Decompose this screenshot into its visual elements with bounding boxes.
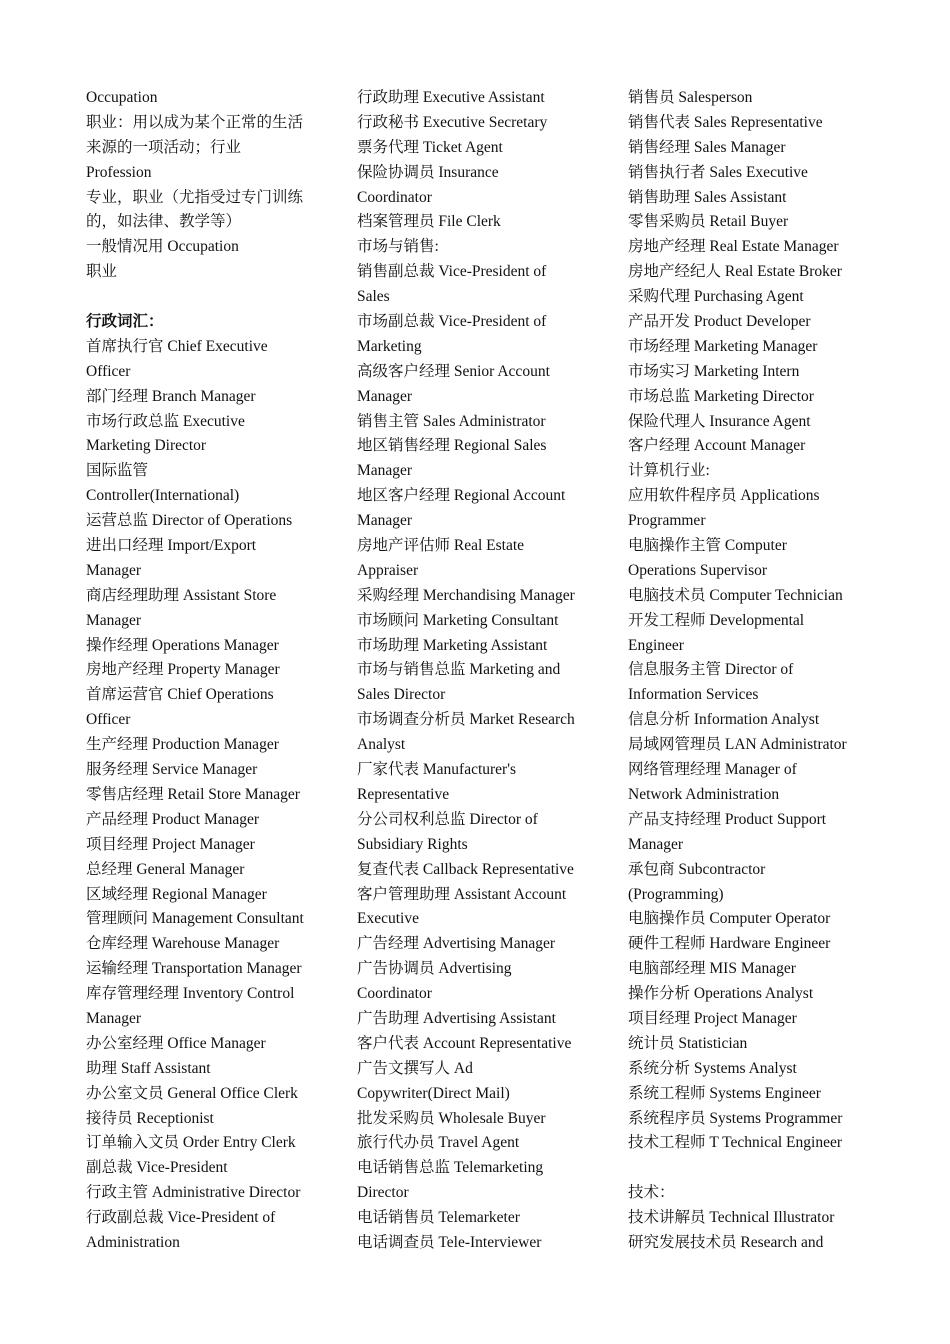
text-line: 市场调查分析员 Market Research: [357, 711, 575, 729]
text-line: 首席运营官 Chief Operations: [86, 686, 274, 704]
text-line: Network Administration: [628, 785, 780, 803]
text-line: 市场副总裁 Vice-President of: [357, 313, 547, 331]
text-line: Controller(International): [86, 487, 240, 505]
text-line: Manager: [86, 611, 142, 629]
text-line: 市场与销售总监 Marketing and: [357, 661, 561, 679]
text-line: 服务经理 Service Manager: [86, 761, 258, 779]
text-line: 地区客户经理 Regional Account: [357, 487, 566, 505]
text-line: 系统程序员 Systems Programmer: [628, 1109, 843, 1127]
text-line: 销售经理 Sales Manager: [628, 138, 786, 156]
text-line: 生产经理 Production Manager: [86, 736, 279, 754]
text-line: 研究发展技术员 Research and: [628, 1233, 824, 1251]
text-line: 商店经理助理 Assistant Store: [86, 586, 277, 604]
text-line: 网络管理经理 Manager of: [628, 761, 797, 779]
text-line: 行政助理 Executive Assistant: [357, 89, 545, 106]
text-line: (Programming): [628, 885, 724, 903]
text-line: 专业，职业（尤指受过专门训练: [86, 188, 304, 206]
text-line: 操作经理 Operations Manager: [86, 636, 279, 654]
text-line: Engineer: [628, 636, 684, 654]
text-line: 运输经理 Transportation Manager: [86, 960, 302, 978]
text-line: 市场与销售:: [357, 238, 439, 256]
text-line: 国际监管: [86, 462, 149, 480]
text-line: 复查代表 Callback Representative: [357, 860, 574, 878]
text-line: 行政词汇：: [86, 313, 164, 331]
text-line: 销售助理 Sales Assistant: [628, 188, 787, 206]
text-line: 零售采购员 Retail Buyer: [628, 213, 789, 231]
text-line: 系统分析 Systems Analyst: [628, 1059, 797, 1077]
column-left: [86, 86, 336, 1256]
text-line: 高级客户经理 Senior Account: [357, 362, 550, 380]
text-line: 广告文撰写人 Ad: [357, 1059, 473, 1077]
text-line: Manager: [86, 1009, 142, 1027]
blank-line: [86, 285, 336, 310]
text-line: 项目经理 Project Manager: [628, 1009, 797, 1027]
text-line: 办公室文员 General Office Clerk: [86, 1084, 298, 1102]
text-line: 保险协调员 Insurance: [357, 163, 499, 181]
text-line: 来源的一项活动；行业: [86, 138, 242, 156]
text-line: 仓库经理 Warehouse Manager: [86, 935, 280, 953]
text-line: Manager: [357, 387, 413, 405]
text-line: Copywriter(Direct Mail): [357, 1084, 510, 1102]
text-line: 客户经理 Account Manager: [628, 437, 806, 455]
text-line: 批发采购员 Wholesale Buyer: [357, 1109, 546, 1127]
text-line: 房地产经理 Real Estate Manager: [628, 238, 839, 256]
text-line: 区域经理 Regional Manager: [86, 885, 267, 903]
text-line: 办公室经理 Office Manager: [86, 1034, 266, 1052]
text-line: 信息服务主管 Director of: [628, 661, 794, 679]
text-line: 计算机行业:: [628, 462, 710, 480]
text-line: 市场行政总监 Executive: [86, 412, 245, 430]
text-line: 开发工程师 Developmental: [628, 611, 805, 629]
text-line: 的，如法律、教学等）: [86, 213, 242, 231]
text-line: 电脑操作主管 Computer: [628, 537, 787, 555]
text-line: 一般情况用 Occupation: [86, 238, 239, 256]
text-line: 硬件工程师 Hardware Engineer: [628, 935, 831, 953]
text-line: 职业：用以成为某个正常的生活: [86, 113, 304, 131]
text-line: 接待员 Receptionist: [86, 1109, 214, 1127]
text-line: 助理 Staff Assistant: [86, 1059, 211, 1077]
text-line: Programmer: [628, 512, 706, 530]
text-line: 电脑操作员 Computer Operator: [628, 910, 831, 928]
text-line: Appraiser: [357, 561, 419, 579]
text-line: 销售执行者 Sales Executive: [628, 163, 808, 181]
text-line: 电脑部经理 MIS Manager: [628, 960, 796, 978]
text-line: 房地产评估师 Real Estate: [357, 537, 525, 555]
text-line: 票务代理 Ticket Agent: [357, 138, 503, 156]
text-line: 电话销售总监 Telemarketing: [357, 1159, 544, 1177]
text-line: Information Services: [628, 686, 759, 704]
text-line: 客户代表 Account Representative: [357, 1034, 572, 1052]
column-middle: [357, 86, 607, 1256]
document-page: [86, 86, 886, 1266]
text-line: 厂家代表 Manufacturer's: [357, 761, 517, 779]
text-line: 广告助理 Advertising Assistant: [357, 1009, 556, 1027]
text-line: 系统工程师 Systems Engineer: [628, 1084, 821, 1102]
text-line: Marketing Director: [86, 437, 207, 455]
column-right: [628, 86, 886, 1256]
text-line: 库存管理经理 Inventory Control: [86, 985, 295, 1003]
text-line: 行政主管 Administrative Director: [86, 1184, 301, 1202]
text-line: 应用软件程序员 Applications: [628, 487, 820, 505]
text-line: Officer: [86, 711, 131, 729]
text-line: 行政副总裁 Vice-President of: [86, 1209, 276, 1227]
text-line: 销售代表 Sales Representative: [628, 113, 823, 131]
text-line: Representative: [357, 785, 450, 803]
text-line: 部门经理 Branch Manager: [86, 387, 256, 405]
text-line: 总经理 General Manager: [86, 860, 245, 878]
text-line: 信息分析 Information Analyst: [628, 711, 820, 729]
text-line: 采购代理 Purchasing Agent: [628, 288, 804, 306]
text-line: 客户管理助理 Assistant Account: [357, 885, 567, 903]
text-line: 房地产经纪人 Real Estate Broker: [628, 263, 842, 281]
text-line: Marketing: [357, 337, 422, 355]
text-line: 档案管理员 File Clerk: [357, 213, 501, 231]
text-line: 产品经理 Product Manager: [86, 810, 260, 828]
text-line: 销售主管 Sales Administrator: [357, 412, 546, 430]
text-line: 销售员 Salesperson: [628, 89, 753, 106]
text-line: Operations Supervisor: [628, 561, 768, 579]
text-line: 承包商 Subcontractor: [628, 860, 766, 878]
text-line: 产品开发 Product Developer: [628, 313, 811, 331]
text-line: 运营总监 Director of Operations: [86, 512, 293, 530]
text-line: Coordinator: [357, 985, 432, 1003]
text-line: 市场总监 Marketing Director: [628, 387, 814, 405]
text-line: 首席执行官 Chief Executive: [86, 337, 268, 355]
text-line: 市场助理 Marketing Assistant: [357, 636, 548, 654]
text-line: 广告经理 Advertising Manager: [357, 935, 556, 953]
text-line: 操作分析 Operations Analyst: [628, 985, 814, 1003]
text-line: Analyst: [357, 736, 406, 754]
text-line: 进出口经理 Import/Export: [86, 537, 257, 555]
text-line: 电脑技术员 Computer Technician: [628, 586, 843, 604]
text-line: 销售副总裁 Vice-President of: [357, 263, 547, 281]
text-line: 行政秘书 Executive Secretary: [357, 113, 548, 131]
text-line: Manager: [357, 462, 413, 480]
text-line: Manager: [86, 561, 142, 579]
text-line: 产品支持经理 Product Support: [628, 810, 827, 828]
text-line: 技术工程师 T Technical Engineer: [628, 1134, 842, 1152]
text-line: 市场顾问 Marketing Consultant: [357, 611, 559, 629]
text-line: Sales Director: [357, 686, 446, 704]
text-line: 房地产经理 Property Manager: [86, 661, 280, 679]
text-line: Executive: [357, 910, 419, 928]
text-line: 广告协调员 Advertising: [357, 960, 512, 978]
blank-line: [628, 1156, 886, 1181]
text-line: 零售店经理 Retail Store Manager: [86, 785, 300, 803]
text-line: 项目经理 Project Manager: [86, 835, 255, 853]
text-line: 地区销售经理 Regional Sales: [357, 437, 547, 455]
text-line: 电话调查员 Tele-Interviewer: [357, 1233, 542, 1251]
text-line: 电话销售员 Telemarketer: [357, 1209, 520, 1227]
text-line: Officer: [86, 362, 131, 380]
text-line: Coordinator: [357, 188, 432, 206]
text-line: Profession: [86, 163, 152, 181]
text-line: Subsidiary Rights: [357, 835, 468, 853]
text-line: Occupation: [86, 89, 158, 106]
text-line: 局域网管理员 LAN Administrator: [628, 736, 847, 754]
text-line: 副总裁 Vice-President: [86, 1159, 228, 1177]
text-line: Manager: [628, 835, 684, 853]
text-line: 旅行代办员 Travel Agent: [357, 1134, 520, 1152]
text-line: 管理顾问 Management Consultant: [86, 910, 304, 928]
text-line: 市场经理 Marketing Manager: [628, 337, 818, 355]
text-line: Administration: [86, 1233, 180, 1251]
text-line: Director: [357, 1184, 409, 1202]
text-line: 职业: [86, 263, 118, 281]
text-line: 订单输入文员 Order Entry Clerk: [86, 1134, 296, 1152]
text-line: Manager: [357, 512, 413, 530]
text-line: 技术讲解员 Technical Illustrator: [628, 1209, 835, 1227]
text-line: 市场实习 Marketing Intern: [628, 362, 800, 380]
text-line: 技术：: [628, 1184, 675, 1202]
text-line: 分公司权利总监 Director of: [357, 810, 538, 828]
text-line: Sales: [357, 288, 390, 306]
text-line: 保险代理人 Insurance Agent: [628, 412, 811, 430]
text-line: 采购经理 Merchandising Manager: [357, 586, 575, 604]
text-line: 统计员 Statistician: [628, 1034, 748, 1052]
